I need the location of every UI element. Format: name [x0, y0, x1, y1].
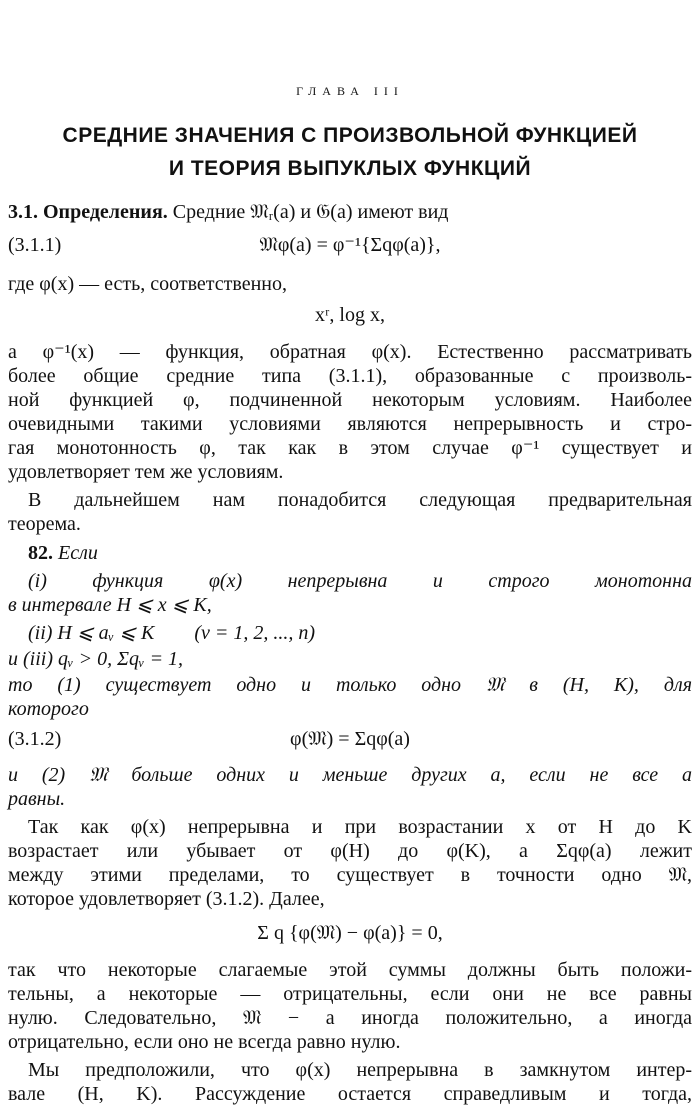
theorem-conclusion-line: равны.	[8, 788, 66, 810]
theorem-if: Если	[58, 542, 98, 564]
paragraph-line: между этими пределами, то существует в точности одно 𝔐,	[8, 864, 692, 886]
paragraph-line: очевидными такими условиями являются непрерывность и стро-	[8, 413, 692, 435]
paragraph-line: которое удовлетворяет (3.1.2). Далее,	[8, 888, 325, 910]
equation-3-1-2: φ(𝔐) = Σqφ(a)	[290, 728, 410, 750]
theorem-heading	[28, 541, 700, 565]
paragraph-line: тельны, а некоторые — отрицательны, если они не все равны	[8, 983, 692, 1005]
theorem-condition-line: (i) функция φ(x) непрерывна и строго монотонна	[28, 570, 692, 592]
paragraph-line: нулю. Следовательно, 𝔐 − a иногда положительно, а иногда	[8, 1007, 692, 1029]
paragraph-line: а φ⁻¹(x) — функция, обратная φ(x). Естественно рассматривать	[8, 341, 692, 363]
theorem-conclusion-line: которого	[8, 698, 89, 720]
theorem-condition-line: и (iii) qᵥ > 0, Σqᵥ = 1,	[8, 648, 184, 670]
paragraph-line: гая монотонность φ, так как в этом случае φ⁻¹ существует и	[8, 437, 692, 459]
paragraph-line: возрастает или убывает от φ(H) до φ(K), а Σqφ(a) лежит	[8, 840, 692, 862]
chapter-title-line-1: СРЕДНИЕ ЗНАЧЕНИЯ С ПРОИЗВОЛЬНОЙ ФУНКЦИЕЙ	[62, 124, 638, 147]
paragraph-line: Так как φ(x) непрерывна и при возрастании x от H до K	[28, 816, 692, 838]
equation-sum-zero: Σ q {φ(𝔐) − φ(a)} = 0,	[257, 922, 443, 944]
theorem-condition-line: в интервале H ⩽ x ⩽ K,	[8, 594, 212, 616]
equation-3-1-1: 𝔐φ(a) = φ⁻¹{Σqφ(a)},	[259, 234, 441, 256]
section-heading-text: Средние 𝔐ᵣ(a) и 𝔊(a) имеют вид	[172, 201, 449, 223]
equation-xr-log: xʳ, log x,	[315, 304, 385, 326]
equation-number-3-1-2: (3.1.2)	[8, 728, 62, 750]
paragraph-line: теорема.	[8, 513, 81, 535]
paragraph-line: ной функцией φ, подчиненной некоторым условиям. Наиболее	[8, 389, 692, 411]
paragraph-line: вале (H, K). Рассуждение остается справедливым и тогда,	[8, 1083, 692, 1105]
theorem-conclusion-line: и (2) 𝔐 больше одних и меньше других a, если не все a	[8, 764, 692, 786]
chapter-title-line-2: И ТЕОРИЯ ВЫПУКЛЫХ ФУНКЦИЙ	[168, 157, 532, 180]
theorem-number: 82.	[28, 542, 53, 564]
section-number: 3.1.	[8, 201, 38, 223]
paragraph-line: В дальнейшем нам понадобится следующая предварительная	[28, 489, 692, 511]
chapter-label: ГЛАВА III	[296, 84, 404, 98]
paragraph-line: так что некоторые слагаемые этой суммы должны быть положи-	[8, 959, 692, 981]
paragraph-line: отрицательно, если оно не всегда равно нулю.	[8, 1031, 401, 1053]
paragraph-line: удовлетворяет тем же условиям.	[8, 461, 284, 483]
text-line: где φ(x) — есть, соответственно,	[8, 273, 288, 295]
section-heading	[8, 200, 692, 224]
paragraph-line: более общие средние типа (3.1.1), образованные с произволь-	[8, 365, 692, 387]
theorem-condition-line: (ii) H ⩽ aᵥ ⩽ K (ν = 1, 2, ..., n)	[28, 622, 316, 644]
section-title: Определения.	[43, 201, 168, 223]
paragraph-line: Мы предположили, что φ(x) непрерывна в замкнутом интер-	[28, 1059, 692, 1081]
equation-number-3-1-1: (3.1.1)	[8, 234, 62, 256]
theorem-conclusion-line: то (1) существует одно и только одно 𝔐 в (H, K), для	[8, 674, 692, 696]
